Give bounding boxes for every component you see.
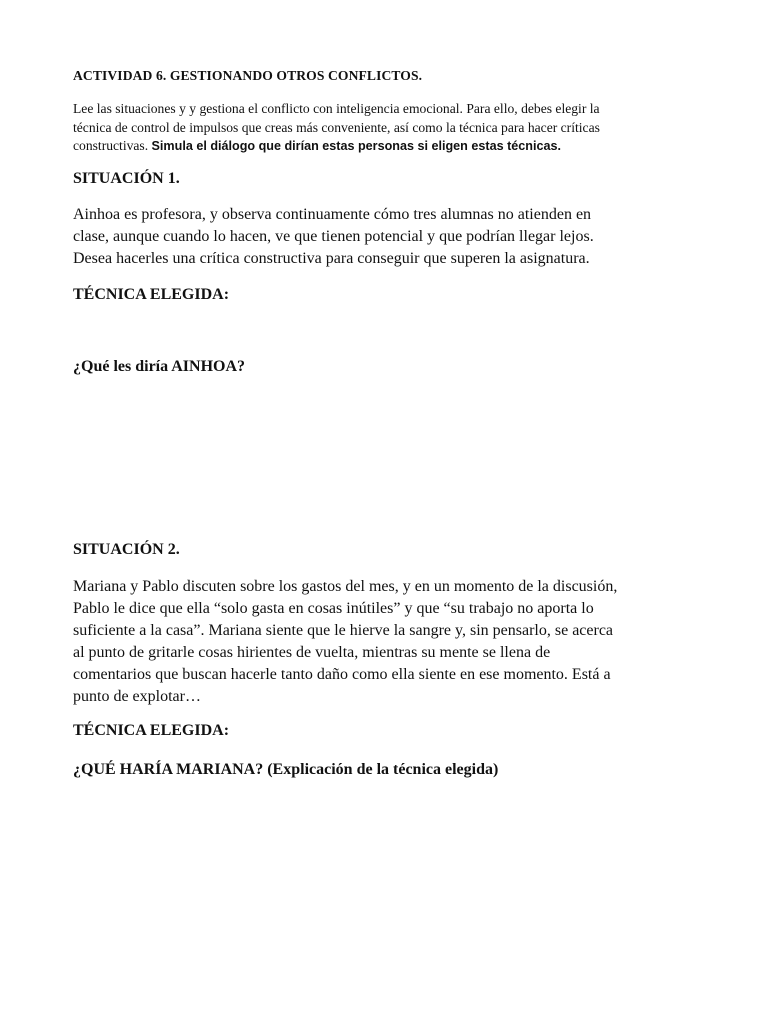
situation-2-description bbox=[73, 576, 617, 708]
situation-2-question: ¿QUÉ HARÍA MARIANA? (Explicación de la técnica elegida) bbox=[73, 761, 499, 778]
instructions-line: técnica de control de impulsos que creas más conveniente, así como la técnica para hacer críticas bbox=[73, 119, 600, 135]
paragraph-line: punto de explotar… bbox=[73, 688, 201, 705]
instructions-bold-text: Simula el diálogo que dirían estas personas si eligen estas técnicas. bbox=[151, 139, 561, 153]
instructions-line-last bbox=[73, 137, 600, 156]
activity-instructions bbox=[73, 100, 600, 156]
paragraph-line: al punto de gritarle cosas hirientes de vuelta, mientras su mente se llena de bbox=[73, 644, 551, 661]
paragraph-line: Ainhoa es profesora, y observa continuamente cómo tres alumnas no atienden en bbox=[73, 206, 592, 223]
paragraph-line: suficiente a la casa”. Mariana siente que le hierve la sangre y, sin pensarlo, se acerca bbox=[73, 622, 614, 639]
paragraph-line: Mariana y Pablo discuten sobre los gastos del mes, y en un momento de la discusión, bbox=[73, 578, 618, 595]
instructions-line: Lee las situaciones y y gestiona el conflicto con inteligencia emocional. Para ello, debes elegir la bbox=[73, 101, 600, 116]
paragraph-line: Desea hacerles una crítica constructiva para conseguir que superen la asignatura. bbox=[73, 250, 590, 267]
situation-1-question: ¿Qué les diría AINHOA? bbox=[73, 358, 246, 375]
instructions-text: constructivas. bbox=[73, 138, 152, 153]
paragraph-line: comentarios que buscan hacerle tanto daño como ella siente en ese momento. Está a bbox=[73, 666, 611, 683]
situation-2-technique-label: TÉCNICA ELEGIDA: bbox=[73, 722, 230, 739]
paragraph-line: clase, aunque cuando lo hacen, ve que tienen potencial y que podrían llegar lejos. bbox=[73, 228, 594, 245]
situation-2-heading: SITUACIÓN 2. bbox=[73, 541, 180, 558]
situation-1-description bbox=[73, 204, 594, 270]
situation-1-technique-label: TÉCNICA ELEGIDA: bbox=[73, 286, 230, 303]
paragraph-line: Pablo le dice que ella “solo gasta en cosas inútiles” y que “su trabajo no aporta lo bbox=[73, 600, 594, 617]
activity-title: ACTIVIDAD 6. GESTIONANDO OTROS CONFLICTOS. bbox=[73, 68, 423, 83]
situation-1-heading: SITUACIÓN 1. bbox=[73, 170, 180, 187]
